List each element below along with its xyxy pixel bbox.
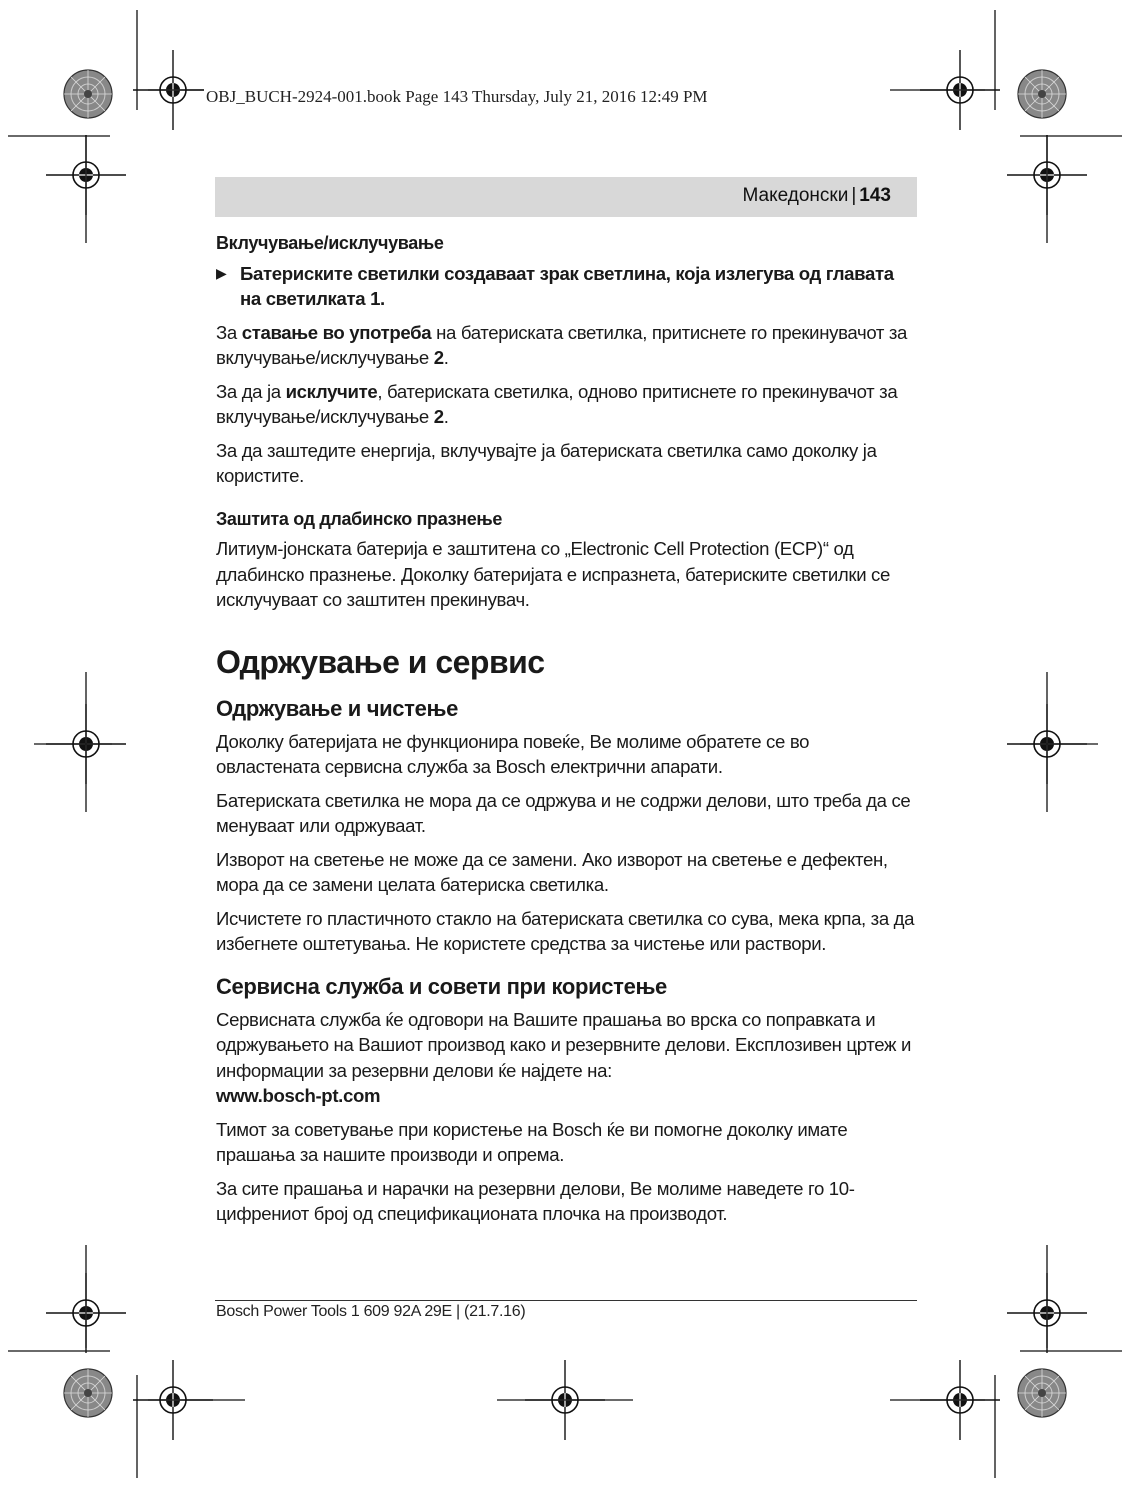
section-heading-service: Сервисна служба и совети при користење xyxy=(216,973,667,999)
section-heading-on-off: Вклучување/исклучување xyxy=(216,233,444,253)
paragraph-maintenance-4: Исчистете го пластичното стакло на батериската светилка со сува, мека крпа, за да избегнете оштетувања. Не користете средства за чистење или раствори. xyxy=(216,907,915,954)
paragraph-service-2: Тимот за советување при користење на Bosch ќе ви помогне доколку имате прашања за нашите производи и опрема. xyxy=(216,1118,848,1165)
page-body xyxy=(216,231,916,1235)
paragraph-maintenance-1: Доколку батеријата не функционира повеќе, Ве молиме обратете се во овластената сервисна служба за Bosch електрични апарати. xyxy=(216,730,810,777)
section-heading-maintenance: Одржување и чистење xyxy=(216,695,458,721)
paragraph-deep-discharge: Литиум-јонската батерија е заштитена со „Electronic Cell Protection (ECP)“ од длабинско празнење. Доколку батеријата е испразнета, батериските светилки се исклучуваат со заштитен прекинувач. xyxy=(216,538,890,610)
paragraph-maintenance-2: Батериската светилка не мора да се одржува и не содржи делови, што треба да се менуваат или одржуваат. xyxy=(216,789,911,836)
paragraph-switch-off: За да ја исклучите, батериската светилка, одново притиснете го прекинувачот за вклучување/исклучување 2. xyxy=(216,380,898,427)
page-number: 143 xyxy=(859,185,891,206)
running-header xyxy=(743,185,892,207)
website-link[interactable]: www.bosch-pt.com xyxy=(216,1085,381,1106)
paragraph-service-1: Сервисната служба ќе одговори на Вашите прашања во врска со поправката и одржувањето на Вашиот производ како и резервните делови. Експлозивен цртеж и информации за резервни делови ќе најдете на: xyxy=(216,1008,911,1081)
bullet-text: Батериските светилки создаваат зрак светлина, која излегува од главата на светилката 1. xyxy=(240,262,894,309)
footer-rule xyxy=(215,1300,917,1301)
paragraph-switch-on: За ставање во употреба на батериската светилка, притиснете го прекинувачот за вклучување/исклучување 2. xyxy=(216,321,908,368)
paragraph-service-3: За сите прашања и нарачки на резервни делови, Ве молиме наведете го 10-цифрениот број од спецификационата плочка на производот. xyxy=(216,1177,855,1224)
chapter-heading: Одржување и сервис xyxy=(216,643,545,680)
bullet-triangle-icon: ▶ xyxy=(216,264,227,281)
paragraph-save-energy: За да заштедите енергија, вклучувајте ја батериската светилка само доколку ја користите. xyxy=(216,439,877,486)
header-language: Македонски xyxy=(742,185,849,206)
section-heading-deep-discharge: Заштита од длабинско празнење xyxy=(216,508,502,529)
paragraph-maintenance-3: Изворот на светење не може да се замени. Ако изворот на светење е дефектен, мора да се замени целата батериска светилка. xyxy=(216,848,888,895)
page-footer: Bosch Power Tools 1 609 92A 29E | (21.7.16) xyxy=(216,1303,526,1320)
header-separator: | xyxy=(851,185,857,206)
warning-bullet xyxy=(216,261,916,312)
book-slug-line: OBJ_BUCH-2924-001.book Page 143 Thursday, July 21, 2016 12:49 PM xyxy=(206,87,708,106)
page-header xyxy=(215,177,917,217)
